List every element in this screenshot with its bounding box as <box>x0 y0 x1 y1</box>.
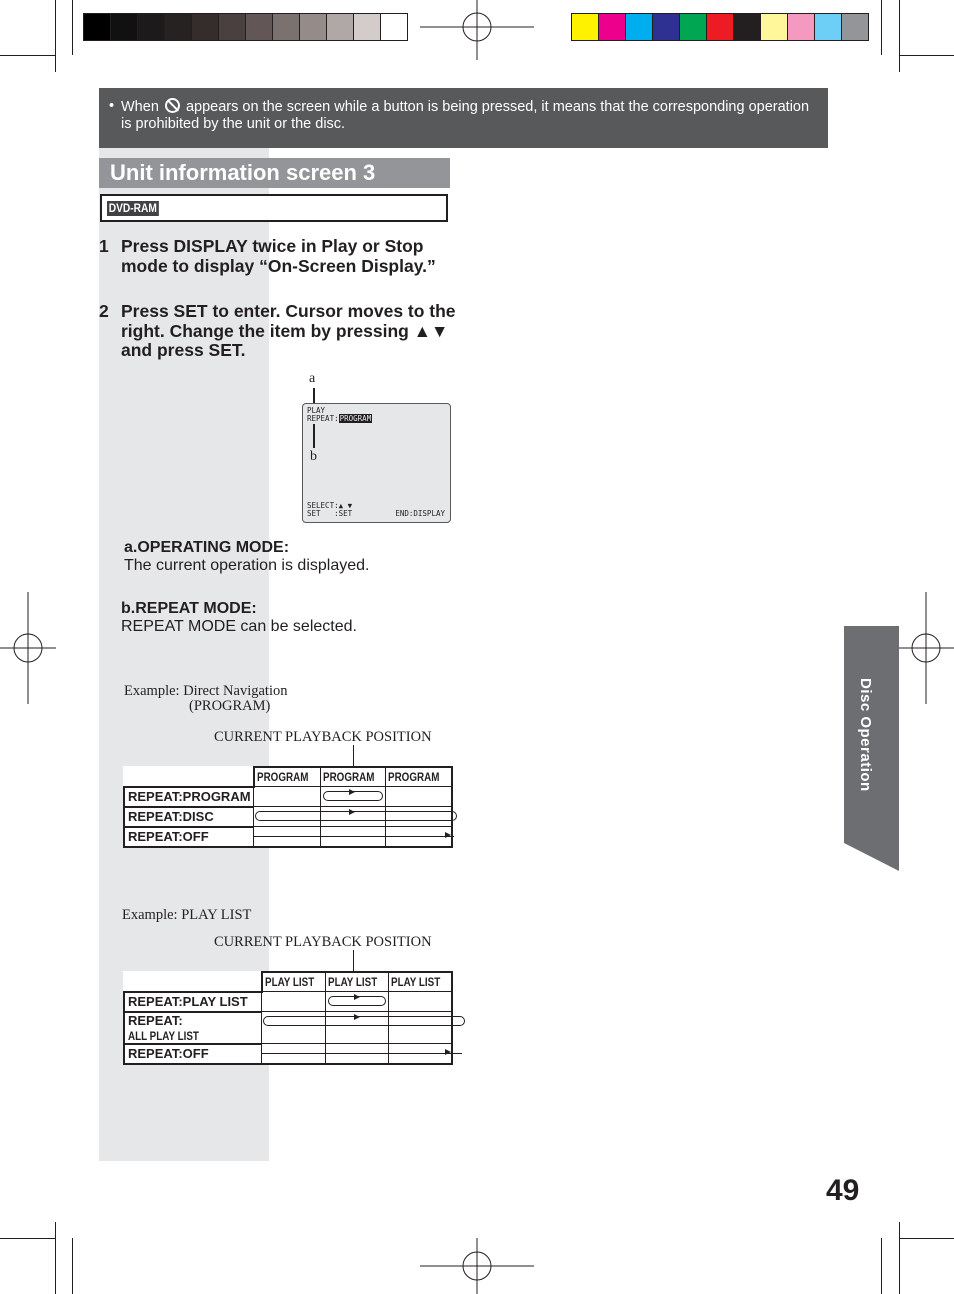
section-title: Unit information screen 3 <box>99 158 450 188</box>
table-cell <box>254 827 320 847</box>
table-cell <box>325 1012 388 1044</box>
osd-repeat-value: PROGRAM <box>339 414 372 423</box>
crop-mark <box>899 1222 900 1294</box>
table-cell <box>262 1012 326 1044</box>
table-cell <box>262 1044 326 1064</box>
osd-line-select: SELECT:▲ ▼ <box>307 501 353 510</box>
disc-type-box <box>100 194 448 222</box>
crop-mark <box>899 1238 954 1239</box>
table-row-label: REPEAT:DISC <box>124 807 254 827</box>
table-row-label <box>124 1012 262 1044</box>
table-row-label: REPEAT:PLAY LIST <box>124 992 262 1012</box>
table-row-label: REPEAT:OFF <box>124 1044 262 1064</box>
callout-a: a <box>309 371 316 386</box>
repeat-mode-heading: b.REPEAT MODE: <box>121 600 257 617</box>
color-swatch <box>84 14 111 40</box>
osd-repeat-prefix: REPEAT: <box>307 414 339 423</box>
notice-text-end: appears on the screen while a button is being pressed, it means that the corresponding operation is prohibited by the unit or the disc. <box>121 99 810 132</box>
table-cell <box>254 787 320 807</box>
color-swatch <box>165 14 192 40</box>
grayscale-color-bar <box>83 13 408 41</box>
crop-mark <box>55 1222 56 1294</box>
empty-header-cell <box>124 767 254 787</box>
play-arrow <box>354 994 360 1000</box>
table-cell <box>320 807 386 827</box>
dvd-ram-tag: DVD-RAM <box>108 201 157 215</box>
osd-line-set: SET :SET <box>307 509 353 518</box>
osd-line-repeat <box>307 415 372 423</box>
table-header: PLAY LIST <box>325 972 388 992</box>
crop-mark <box>899 0 900 72</box>
color-swatch <box>734 14 761 40</box>
table-cell <box>388 992 452 1012</box>
play-arrow <box>445 832 451 838</box>
play-arrow <box>349 789 355 795</box>
table-row-label: REPEAT:OFF <box>124 827 254 847</box>
color-swatch <box>327 14 354 40</box>
color-swatch <box>842 14 868 40</box>
table-header: PLAY LIST <box>388 972 452 992</box>
play-arrow <box>354 1014 360 1020</box>
empty-header-cell <box>124 972 262 992</box>
table-header: PROGRAM <box>320 767 386 787</box>
step-text: Press SET to enter. Cursor moves to the right. Change the item by pressing ▲▼ and press SET. <box>121 301 456 360</box>
table-cell <box>262 992 326 1012</box>
color-swatch <box>653 14 680 40</box>
bullet: • <box>109 98 115 114</box>
color-swatch <box>246 14 273 40</box>
osd-line-play: PLAY <box>307 406 326 415</box>
current-position-label: CURRENT PLAYBACK POSITION <box>214 934 432 950</box>
color-swatch <box>680 14 707 40</box>
color-swatch <box>219 14 246 40</box>
operating-mode-heading: a.OPERATING MODE: <box>124 539 290 556</box>
operating-mode-description: The current operation is displayed. <box>124 557 370 574</box>
example-1-label-sub: (PROGRAM) <box>189 698 271 714</box>
tab-corner-cut <box>844 843 899 871</box>
table-cell <box>386 827 452 847</box>
table-cell <box>320 827 386 847</box>
crop-mark <box>881 0 882 55</box>
crop-mark <box>0 1238 55 1239</box>
color-swatch <box>572 14 599 40</box>
play-arrow <box>349 809 355 815</box>
table-cell <box>386 807 452 827</box>
repeat-table-playlist <box>123 971 453 1065</box>
registration-mark-left <box>0 592 56 704</box>
callout-b: b <box>310 449 317 464</box>
color-swatch <box>138 14 165 40</box>
step-number: 1 <box>99 236 109 256</box>
row-label-suffix: ALL PLAY LIST <box>128 1028 199 1043</box>
example-2-label: Example: PLAY LIST <box>122 907 252 923</box>
notice-text-start: When <box>121 99 159 115</box>
page-number: 49 <box>826 1174 860 1207</box>
process-color-bar <box>571 13 869 41</box>
table-cell <box>388 1012 452 1044</box>
table-cell <box>320 787 386 807</box>
registration-mark-right <box>898 592 954 704</box>
color-swatch <box>273 14 300 40</box>
row-label-prefix: REPEAT: <box>128 1012 183 1028</box>
crop-mark <box>55 0 56 72</box>
color-swatch <box>381 14 407 40</box>
color-swatch <box>300 14 327 40</box>
table-cell <box>325 992 388 1012</box>
repeat-mode-description: REPEAT MODE can be selected. <box>121 618 357 635</box>
crop-mark <box>899 55 954 56</box>
color-swatch <box>626 14 653 40</box>
step-text: Press DISPLAY twice in Play or Stop mode to display “On-Screen Display.” <box>121 236 436 276</box>
table-cell <box>388 1044 452 1064</box>
color-swatch <box>599 14 626 40</box>
on-screen-display <box>302 403 451 523</box>
crop-mark <box>881 1238 882 1294</box>
side-tab-label: Disc Operation <box>857 678 874 792</box>
crop-mark <box>0 55 55 56</box>
osd-line-end: END:DISPLAY <box>395 509 445 518</box>
registration-mark-bottom <box>420 1238 534 1294</box>
color-swatch <box>788 14 815 40</box>
table-header: PROGRAM <box>254 767 320 787</box>
color-swatch <box>192 14 219 40</box>
table-cell <box>325 1044 388 1064</box>
example-1-label: Example: Direct Navigation <box>124 683 288 699</box>
color-swatch <box>707 14 734 40</box>
step-number: 2 <box>99 301 109 321</box>
color-swatch <box>111 14 138 40</box>
color-swatch <box>354 14 381 40</box>
prohibited-operation-notice <box>99 88 828 148</box>
table-row-label: REPEAT:PROGRAM <box>124 787 254 807</box>
repeat-table-program <box>123 766 453 848</box>
crop-mark <box>72 1238 73 1294</box>
table-header: PROGRAM <box>386 767 452 787</box>
callout-b-line <box>313 424 315 448</box>
table-header: PLAY LIST <box>262 972 326 992</box>
table-cell <box>386 787 452 807</box>
color-swatch <box>761 14 788 40</box>
crop-mark <box>72 0 73 55</box>
table-cell <box>254 807 320 827</box>
play-arrow <box>445 1049 451 1055</box>
current-position-label: CURRENT PLAYBACK POSITION <box>214 729 432 745</box>
registration-mark-top <box>420 0 534 60</box>
color-swatch <box>815 14 842 40</box>
section-side-tab <box>844 626 899 871</box>
prohibited-icon <box>165 98 180 113</box>
